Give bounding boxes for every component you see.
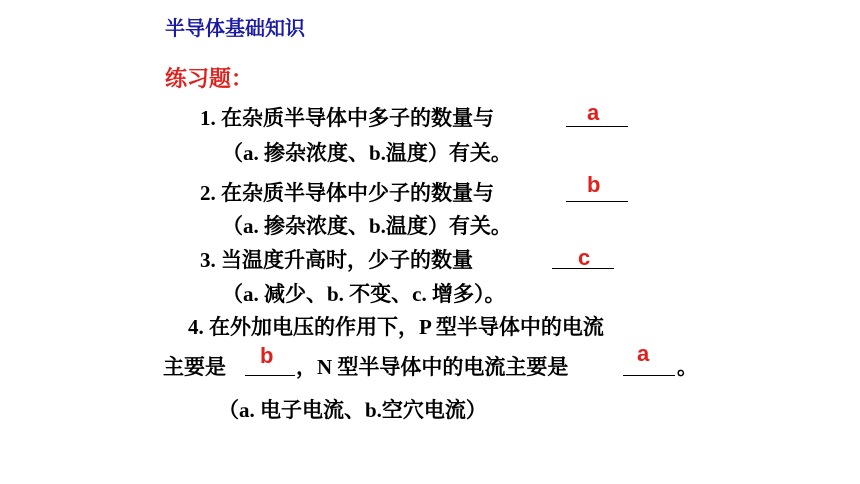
question-1-answer: a [587, 100, 600, 125]
question-1-options: （a. 掺杂浓度、b.温度）有关。 [222, 141, 512, 165]
question-1-blank [566, 126, 628, 127]
question-4-text-line2-prefix: 主要是 [163, 355, 226, 379]
question-2-options: （a. 掺杂浓度、b.温度）有关。 [222, 214, 512, 238]
question-3-text: 3. 当温度升高时，少子的数量 [200, 248, 473, 272]
question-4-blank-2 [623, 375, 675, 376]
question-2-answer: b [587, 172, 601, 197]
question-2-text: 2. 在杂质半导体中少子的数量与 [200, 181, 494, 205]
question-4-answer-1: b [260, 343, 274, 368]
question-2-blank [566, 201, 628, 202]
question-4-options: （a. 电子电流、b.空穴电流） [218, 398, 487, 422]
question-1-text: 1. 在杂质半导体中多子的数量与 [200, 106, 494, 130]
question-4-text-line2-mid: ，N 型半导体中的电流主要是 [296, 355, 569, 379]
question-4-answer-2: a [637, 341, 650, 366]
question-4-text-line1: 4. 在外加电压的作用下，P 型半导体中的电流 [188, 315, 604, 339]
question-4-text-line2-end: 。 [677, 355, 698, 379]
exercise-heading: 练习题： [165, 66, 254, 91]
page-title: 半导体基础知识 [165, 16, 305, 40]
question-3-answer: c [578, 245, 591, 270]
question-3-options: （a. 减少、b. 不变、c. 增多）。 [222, 282, 506, 306]
question-4-blank-1 [245, 375, 295, 376]
